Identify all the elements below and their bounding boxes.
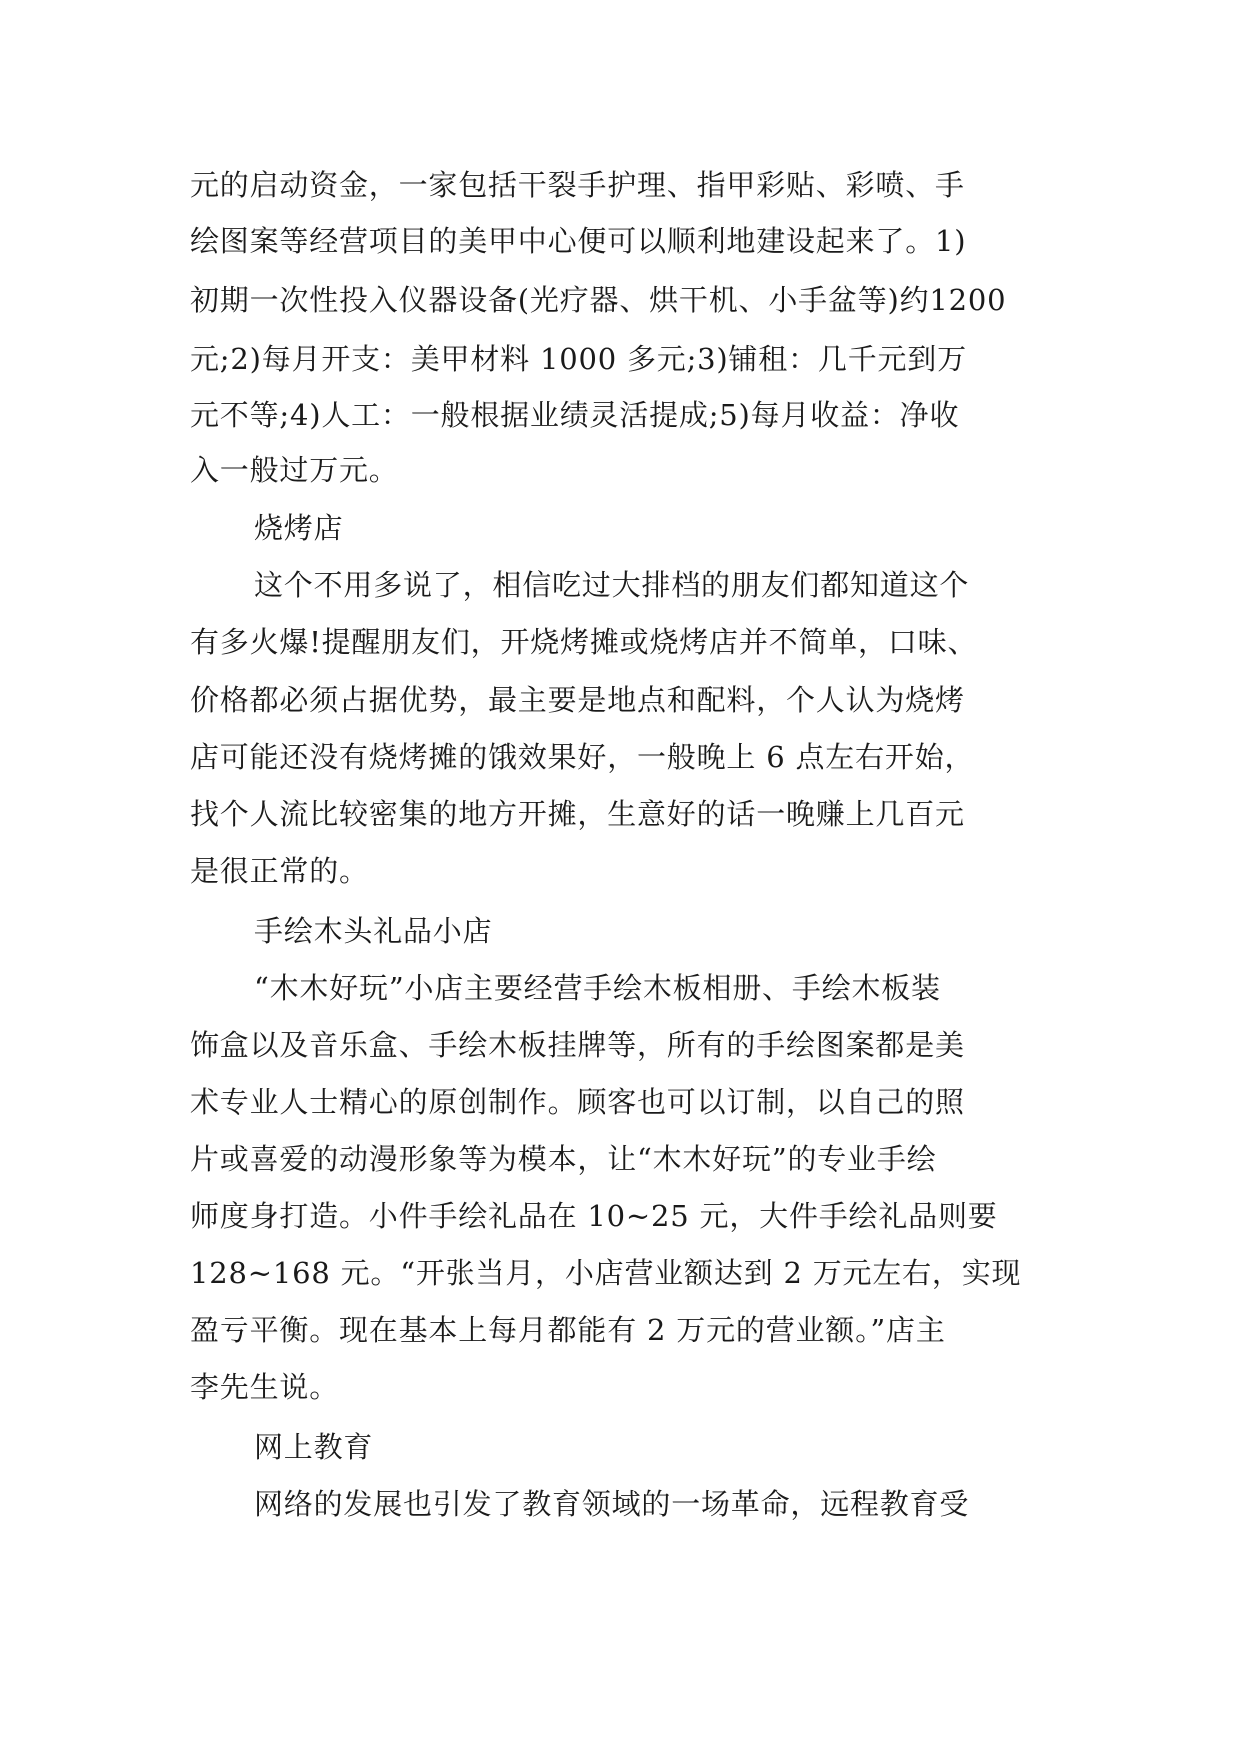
body-text-line: 有多火爆!提醒朋友们，开烧烤摊或烧烤店并不简单，口味、 [190,625,978,659]
section-heading-bbq-shop: 烧烤店 [254,511,344,545]
body-text-line: 饰盒以及音乐盒、手绘木板挂牌等，所有的手绘图案都是美 [190,1028,965,1062]
body-text-line: 师度身打造。小件手绘礼品在 10~25 元，大件手绘礼品则要 [190,1199,998,1233]
paragraph-first-line: 这个不用多说了，相信吃过大排档的朋友们都知道这个 [254,568,970,602]
body-text-line: 店可能还没有烧烤摊的饿效果好，一般晚上 6 点左右开始， [190,740,975,774]
body-text-line: 元不等;4)人工：一般根据业绩灵活提成;5)每月收益：净收 [190,398,960,432]
body-text-line: 是很正常的。 [190,854,369,888]
body-text-line: 术专业人士精心的原创制作。顾客也可以订制，以自己的照 [190,1085,965,1119]
section-heading-wood-gift-shop: 手绘木头礼品小店 [254,914,493,948]
body-text-line: 找个人流比较密集的地方开摊，生意好的话一晚赚上几百元 [190,797,965,831]
body-text-line: 李先生说。 [190,1370,340,1404]
body-text-line: 盈亏平衡。现在基本上每月都能有 2 万元的营业额。”店主 [190,1313,946,1347]
body-text-line: 入一般过万元。 [190,453,399,487]
section-heading-online-education: 网上教育 [254,1430,374,1464]
body-text-line: 元的启动资金，一家包括干裂手护理、指甲彩贴、彩喷、手 [190,168,965,202]
body-text-line: 绘图案等经营项目的美甲中心便可以顺利地建设起来了。1) [190,224,967,258]
body-text-line: 初期一次性投入仪器设备(光疗器、烘干机、小手盆等)约1200 [190,283,1007,317]
body-text-line: 价格都必须占据优势，最主要是地点和配料，个人认为烧烤 [190,683,965,717]
body-text-line: 片或喜爱的动漫形象等为模本，让“木木好玩”的专业手绘 [190,1142,937,1176]
paragraph-first-line: “木木好玩”小店主要经营手绘木板相册、手绘木板装 [254,971,941,1005]
paragraph-first-line: 网络的发展也引发了教育领域的一场革命，远程教育受 [254,1487,970,1521]
body-text-line: 元;2)每月开支：美甲材料 1000 多元;3)铺租：几千元到万 [190,342,967,376]
body-text-line: 128~168 元。“开张当月，小店营业额达到 2 万元左右，实现 [190,1256,1022,1290]
